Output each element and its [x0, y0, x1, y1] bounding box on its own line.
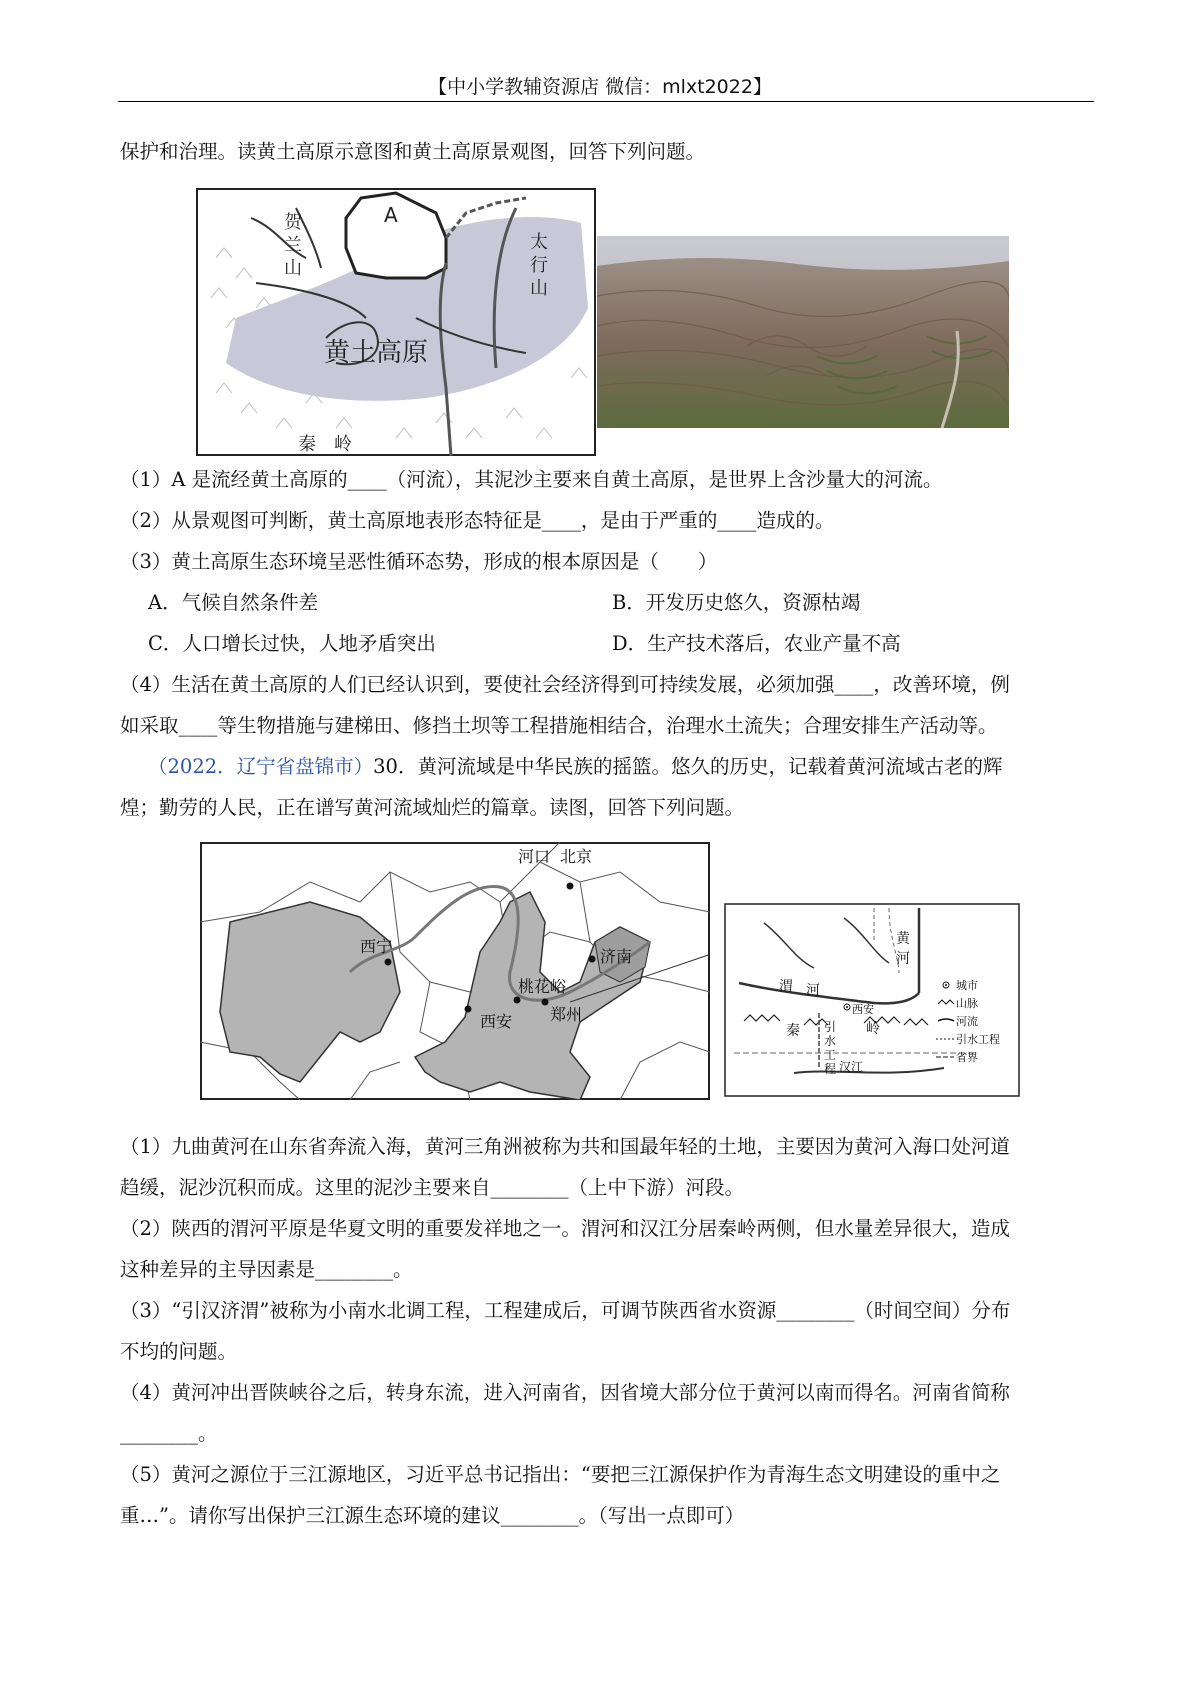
q30-line-1 — [148, 753, 1118, 781]
q1-4-line-2: 如采取____等生物措施与建梯田、修挡土坝等工程措施相结合，治理水土流失；合理安排生产活动等。 — [120, 714, 998, 737]
label-inset-wei: 渭 — [779, 979, 793, 995]
legend-city: 城市 — [956, 979, 978, 992]
q2-line-2: 趋缓，泥沙沉积而成。这里的泥沙主要来自________（上中下游）河段。 — [120, 1176, 745, 1199]
option-C: C．人口增长过快，人地矛盾突出 — [148, 632, 436, 655]
label-taihang-1: 太 — [530, 232, 548, 253]
q1-line-2: （2）从景观图可判断，黄土高原地表形态特征是____，是由于严重的____造成的。 — [120, 509, 835, 532]
label-helan-1: 贺 — [284, 212, 302, 233]
label-beijing: 北京 — [560, 847, 593, 866]
q30-source: （2022．辽宁省盘锦市） — [148, 755, 374, 778]
legend-diversion: 引水工程 — [956, 1033, 1000, 1046]
label-hekou: 河口 — [518, 847, 551, 866]
q2-line-6: 不均的问题。 — [120, 1340, 238, 1363]
q1-line-3: （3）黄土高原生态环境呈恶性循环态势，形成的根本原因是（ ） — [120, 550, 718, 573]
label-helan-3: 山 — [284, 258, 302, 279]
q30-text-1: 30．黄河流域是中华民族的摇篮。悠久的历史，记载着黄河流域古老的辉 — [373, 755, 1003, 778]
label-xining: 西宁 — [360, 937, 393, 956]
label-inset-yin3: 工 — [824, 1048, 837, 1062]
label-A: A — [384, 203, 398, 227]
page-header: 【中小学教辅资源店 微信：mlxt2022】 — [428, 76, 772, 98]
label-inset-yin2: 水 — [824, 1034, 837, 1048]
q2-line-7: （4）黄河冲出晋陕峡谷之后，转身东流，进入河南省，因省境大部分位于黄河以南而得名。河南省简称 — [120, 1381, 1010, 1404]
legend-river: 河流 — [956, 1015, 978, 1028]
label-jinan: 济南 — [600, 947, 633, 966]
q30-line-2: 煌；勤劳的人民，正在谱写黄河流域灿烂的篇章。读图，回答下列问题。 — [120, 796, 745, 819]
q1-4-line-1: （4）生活在黄土高原的人们已经认识到，要使社会经济得到可持续发展，必须加强____，改善环境，例 — [120, 673, 1010, 696]
label-inset-xian: 西安 — [852, 1003, 874, 1016]
label-taihang-3: 山 — [530, 278, 548, 299]
q2-line-8: ________。 — [120, 1422, 218, 1445]
intro-text: 保护和治理。读黄土高原示意图和黄土高原景观图，回答下列问题。 — [120, 140, 706, 163]
label-loess-plateau: 黄土高原 — [324, 338, 429, 368]
option-D: D．生产技术落后，农业产量不高 — [612, 632, 901, 655]
yellow-river-basin-map — [200, 842, 710, 1100]
label-inset-hanjiang: 汉江 — [839, 1060, 864, 1074]
q2-line-1: （1）九曲黄河在山东省奔流入海，黄河三角洲被称为共和国最年轻的土地，主要因为黄河入海口处河道 — [120, 1135, 1010, 1158]
label-xian: 西安 — [480, 1012, 513, 1031]
label-inset-he: 河 — [896, 951, 910, 967]
header-rule — [118, 101, 1094, 102]
label-taohuayu: 桃花峪 — [518, 977, 567, 996]
label-qinling: 秦 岭 — [298, 434, 352, 455]
q2-line-10: 重…”。请你写出保护三江源生态环境的建议________。（写出一点即可） — [120, 1504, 745, 1527]
label-inset-ling: 岭 — [866, 1021, 880, 1037]
label-inset-qin: 秦 — [786, 1023, 800, 1039]
label-inset-weihe: 河 — [806, 983, 820, 999]
label-taihang-2: 行 — [530, 255, 548, 276]
q1-line-1: （1）A 是流经黄土高原的____（河流），其泥沙主要来自黄土高原，是世界上含沙量大的河流。 — [120, 468, 943, 491]
loess-plateau-map — [196, 188, 596, 456]
option-B: B．开发历史悠久，资源枯竭 — [612, 591, 861, 614]
label-helan-2: 兰 — [284, 235, 302, 256]
legend-mountain: 山脉 — [956, 997, 978, 1010]
legend-provincial-border: 省界 — [956, 1051, 978, 1064]
label-inset-yin1: 引 — [824, 1020, 837, 1034]
q2-line-9: （5）黄河之源位于三江源地区，习近平总书记指出：“要把三江源保护作为青海生态文明建设的重中之 — [120, 1463, 1001, 1486]
label-inset-yin4: 程 — [824, 1062, 837, 1076]
label-inset-huang: 黄 — [896, 931, 910, 947]
q2-line-4: 这种差异的主导因素是________。 — [120, 1258, 413, 1281]
option-A: A．气候自然条件差 — [148, 591, 319, 614]
loess-landscape-photo — [597, 236, 1009, 428]
q2-line-3: （2）陕西的渭河平原是华夏文明的重要发祥地之一。渭河和汉江分居秦岭两侧，但水量差异很大，造成 — [120, 1217, 1010, 1240]
han-wei-inset-map — [724, 903, 1020, 1097]
q2-line-5: （3）“引汉济渭”被称为小南水北调工程，工程建成后，可调节陕西省水资源________（时间空间）分布 — [120, 1299, 1011, 1322]
label-zhengzhou: 郑州 — [550, 1005, 583, 1024]
